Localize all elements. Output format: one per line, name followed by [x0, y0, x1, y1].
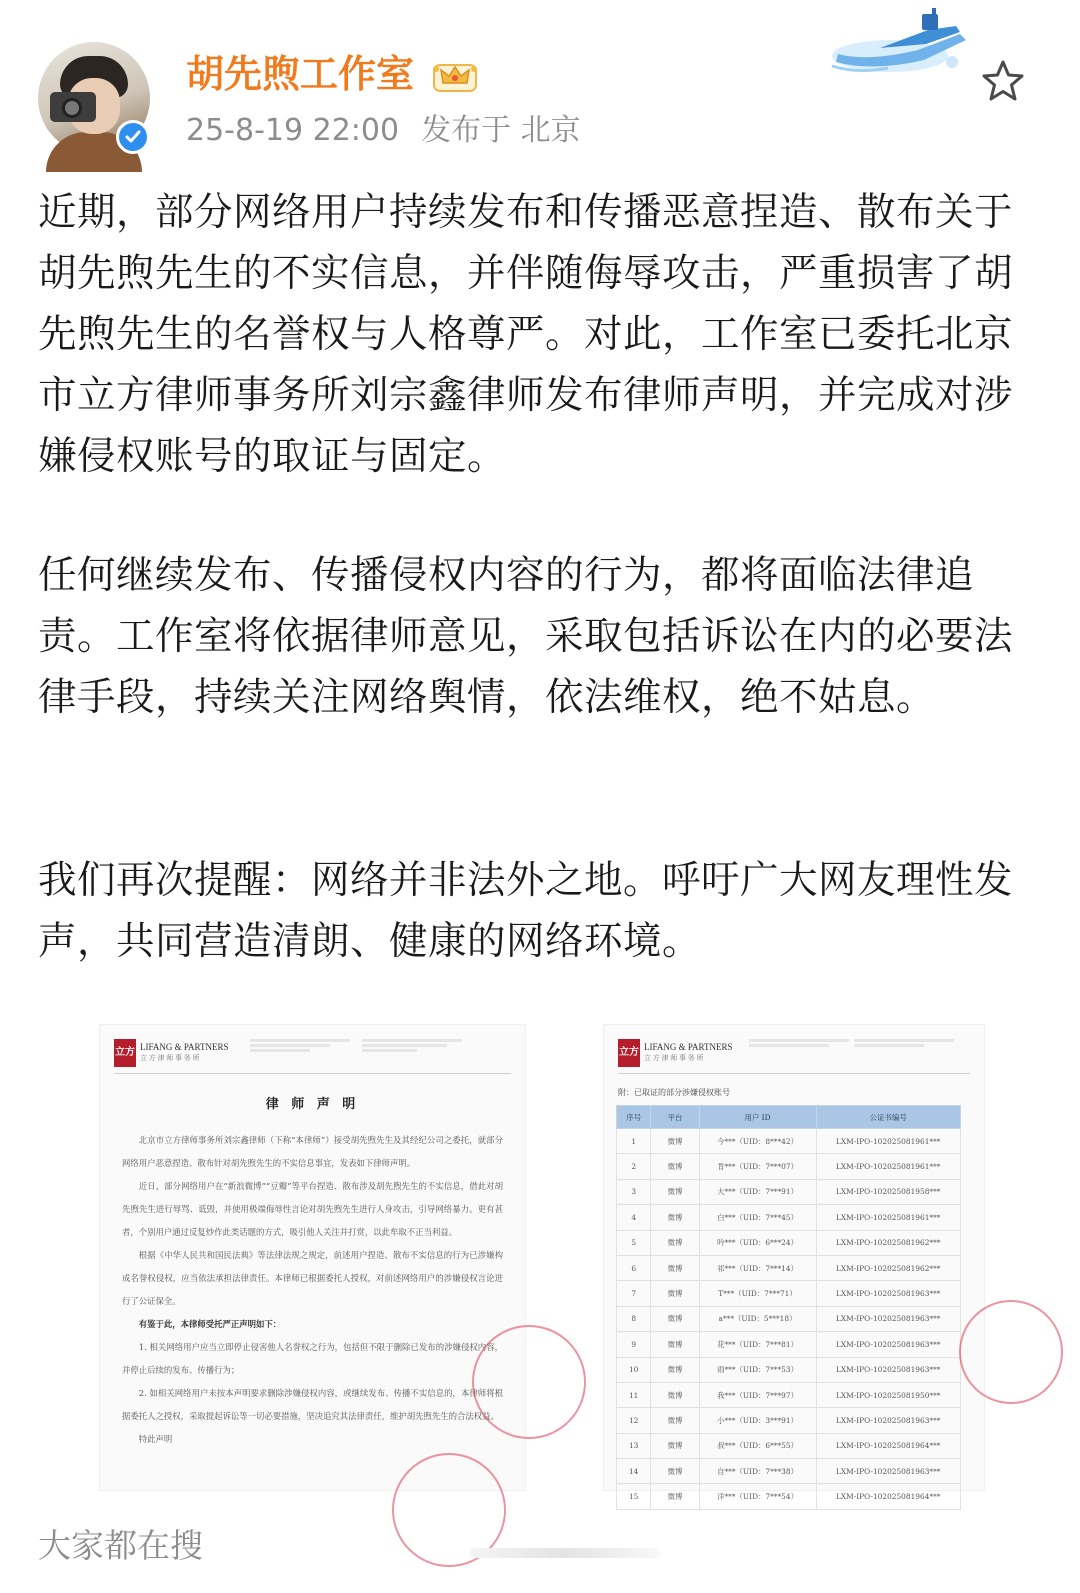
firm-contact-block — [854, 1037, 954, 1049]
table-cell: 8 — [617, 1306, 651, 1331]
firm-name-cn: 立 方 律 师 事 务 所 — [644, 1054, 704, 1062]
statement-body — [122, 1129, 503, 1451]
table-cell: 微博 — [651, 1281, 699, 1306]
table-cell: a***（UID：5***18） — [699, 1306, 816, 1331]
table-cell: LXM-IPO-102025081961*** — [816, 1205, 961, 1230]
post-location: 发布于 北京 — [421, 113, 581, 148]
table-cell: LXM-IPO-102025081958*** — [816, 1179, 961, 1204]
table-cell: 微博 — [651, 1306, 699, 1331]
table-cell: 微博 — [651, 1179, 699, 1204]
table-header-cell: 公证书编号 — [816, 1106, 961, 1129]
table-row — [617, 1484, 961, 1509]
statement-paragraph: 北京市立方律师事务所刘宗鑫律师（下称“本律师”）接受胡先煦先生及其经纪公司之委托，就部分网络用户恶意捏造、散布针对胡先煦先生的不实信息事宜，发表如下律师声明。 — [122, 1135, 503, 1168]
firm-name-en: LIFANG & PARTNERS — [140, 1042, 229, 1052]
table-cell: LXM-IPO-102025081962*** — [816, 1255, 961, 1280]
statement-paragraph: 有鉴于此，本律师受托严正声明如下： — [138, 1319, 282, 1329]
table-row — [617, 1408, 961, 1433]
post-meta — [186, 111, 581, 151]
table-cell: 小***（UID：3***91） — [699, 1408, 816, 1433]
table-cell: LXM-IPO-102025081964*** — [816, 1433, 961, 1458]
table-cell: LXM-IPO-102025081961*** — [816, 1154, 961, 1179]
table-cell: 微博 — [651, 1332, 699, 1357]
statement-paragraph: 2. 如相关网络用户未按本声明要求删除涉嫌侵权内容，或继续发布、传播不实信息的，本律师将根据委托人之授权，采取提起诉讼等一切必要措施，坚决追究其法律责任，维护胡先煦先生的合法权益。 — [122, 1388, 503, 1421]
table-cell: 9 — [617, 1332, 651, 1357]
table-cell: 12 — [617, 1408, 651, 1433]
statement-paragraph: 近日，部分网络用户在“新浪微博”“豆瓣”等平台捏造、散布涉及胡先煦先生的不实信息，借此对胡先煦先生进行辱骂、诋毁，并使用极端侮辱性言论对胡先煦先生进行人身攻击，引导网络暴力。更有甚者，个别用户通过反复炒作此类话题的方式，吸引他人关注并打赏，以此牟取不正当利益。 — [122, 1181, 503, 1237]
table-cell: 3 — [617, 1179, 651, 1204]
statement-paragraph: 1. 相关网络用户应当立即停止侵害他人名誉权之行为，包括但不限于删除已发布的涉嫌侵权内容，并停止后续的发布、传播行为； — [122, 1342, 503, 1375]
table-cell: 微博 — [651, 1129, 699, 1154]
table-cell: 11 — [617, 1382, 651, 1407]
table-cell: 微博 — [651, 1205, 699, 1230]
table-row — [617, 1433, 961, 1458]
table-cell: 13 — [617, 1433, 651, 1458]
table-cell: 5 — [617, 1230, 651, 1255]
post-paragraph: 我们再次提醒：网络并非法外之地。呼吁广大网友理性发声，共同营造清朗、健康的网络环境。 — [38, 858, 1014, 964]
table-header-cell: 用户 ID — [699, 1106, 816, 1129]
author-name[interactable]: 胡先煦工作室 — [186, 52, 415, 96]
firm-name-cn: 立 方 律 师 事 务 所 — [140, 1054, 200, 1062]
table-row — [617, 1255, 961, 1280]
firm-address-block — [749, 1037, 849, 1049]
table-cell: 我***（UID：7***97） — [699, 1382, 816, 1407]
table-cell: 肯***（UID：7***07） — [699, 1154, 816, 1179]
table-cell: LXM-IPO-102025081950*** — [816, 1382, 961, 1407]
firm-logo — [618, 1039, 732, 1067]
table-cell: 洋***（UID：7***54） — [699, 1484, 816, 1509]
letterhead-divider — [618, 1073, 970, 1074]
table-header-cell: 序号 — [617, 1106, 651, 1129]
letterhead-divider — [114, 1073, 511, 1074]
table-cell: 1 — [617, 1129, 651, 1154]
statement-paragraph: 特此声明 — [138, 1434, 173, 1444]
statement-paragraph: 根据《中华人民共和国民法典》等法律法规之规定，前述用户捏造、散布不实信息的行为已涉嫌构成名誉权侵权，应当依法承担法律责任。本律师已根据委托人授权，对前述网络用户的涉嫌侵权言论进行了公证保全。 — [122, 1250, 503, 1306]
statement-title: 律 师 声 明 — [265, 1097, 360, 1112]
table-cell: LXM-IPO-102025081963*** — [816, 1332, 961, 1357]
table-row — [617, 1129, 961, 1154]
firm-seal-stamp — [472, 1325, 586, 1439]
table-cell: LXM-IPO-102025081964*** — [816, 1484, 961, 1509]
firm-name — [644, 1042, 732, 1064]
table-cell: 微博 — [651, 1230, 699, 1255]
favorite-star-icon[interactable] — [980, 58, 1026, 104]
table-caption: 附：已取证的部分涉嫌侵权账号 — [618, 1088, 730, 1097]
accounts-table-body — [617, 1129, 961, 1510]
table-cell: 6 — [617, 1255, 651, 1280]
table-cell: LXM-IPO-102025081963*** — [816, 1306, 961, 1331]
table-row — [617, 1332, 961, 1357]
table-cell: 10 — [617, 1357, 651, 1382]
firm-logo — [114, 1039, 228, 1067]
table-row — [617, 1230, 961, 1255]
table-cell: T***（UID：7***71） — [699, 1281, 816, 1306]
table-header-cell: 平台 — [651, 1106, 699, 1129]
table-cell: 吟***（UID：6***24） — [699, 1230, 816, 1255]
table-cell: 祁***（UID：7***14） — [699, 1255, 816, 1280]
table-cell: 白***（UID：7***45） — [699, 1205, 816, 1230]
table-cell: 微博 — [651, 1433, 699, 1458]
firm-logo-mark: 立方 — [114, 1039, 136, 1067]
firm-name-en: LIFANG & PARTNERS — [644, 1042, 733, 1052]
table-cell: 2 — [617, 1154, 651, 1179]
table-cell: 微博 — [651, 1154, 699, 1179]
table-cell: 自***（UID：7***38） — [699, 1459, 816, 1484]
table-cell: 大***（UID：7***91） — [699, 1179, 816, 1204]
table-row — [617, 1205, 961, 1230]
table-cell: 微博 — [651, 1484, 699, 1509]
table-cell: 叔***（UID：6***55） — [699, 1433, 816, 1458]
trending-search-placeholder-bar — [470, 1548, 660, 1558]
table-cell: 微博 — [651, 1459, 699, 1484]
post-paragraph: 任何继续发布、传播侵权内容的行为，都将面临法律追责。工作室将依据律师意见，采取包括诉讼在内的必要法律手段，持续关注网络舆情，依法维权，绝不姑息。 — [38, 553, 1014, 720]
warship-decoration-icon — [828, 4, 974, 80]
post-paragraph: 近期，部分网络用户持续发布和传播恶意捏造、散布关于胡先煦先生的不实信息，并伴随侮辱攻击，严重损害了胡先煦先生的名誉权与人格尊严。对此，工作室已委托北京市立方律师事务所刘宗鑫律师发布律师声明，并完成对涉嫌侵权账号的取证与固定。 — [38, 190, 1014, 479]
table-cell: 微博 — [651, 1382, 699, 1407]
table-header-row — [617, 1106, 961, 1129]
table-cell: 14 — [617, 1459, 651, 1484]
table-cell: 15 — [617, 1484, 651, 1509]
table-row — [617, 1154, 961, 1179]
table-cell: 微博 — [651, 1357, 699, 1382]
verified-badge-icon — [116, 120, 150, 154]
table-cell: 微博 — [651, 1408, 699, 1433]
table-cell: LXM-IPO-102025081962*** — [816, 1230, 961, 1255]
crown-badge-icon[interactable] — [428, 55, 482, 95]
table-row — [617, 1357, 961, 1382]
table-cell: 微博 — [651, 1255, 699, 1280]
table-cell: 7 — [617, 1281, 651, 1306]
table-row — [617, 1179, 961, 1204]
firm-logo-mark: 立方 — [618, 1039, 640, 1067]
firm-contact-block — [362, 1037, 462, 1054]
table-row — [617, 1306, 961, 1331]
firm-address-block — [250, 1037, 350, 1054]
table-cell: 今***（UID：8***42） — [699, 1129, 816, 1154]
table-cell: LXM-IPO-102025081963*** — [816, 1459, 961, 1484]
post-timestamp: 25-8-19 22:00 — [186, 113, 400, 148]
firm-seal-stamp — [959, 1300, 1063, 1404]
avatar-camera-lens — [62, 98, 82, 118]
table-cell: LXM-IPO-102025081963*** — [816, 1281, 961, 1306]
table-row — [617, 1281, 961, 1306]
firm-name — [140, 1042, 228, 1064]
accounts-table — [616, 1105, 961, 1510]
trending-search-label[interactable]: 大家都在搜 — [38, 1526, 203, 1565]
table-row — [617, 1459, 961, 1484]
table-cell: 花***（UID：7***81） — [699, 1332, 816, 1357]
table-cell: 雨***（UID：7***53） — [699, 1357, 816, 1382]
table-cell: LXM-IPO-102025081963*** — [816, 1357, 961, 1382]
table-cell: LXM-IPO-102025081963*** — [816, 1408, 961, 1433]
lawyer-statement-image[interactable] — [100, 1025, 525, 1490]
table-row — [617, 1382, 961, 1407]
table-cell: LXM-IPO-102025081961*** — [816, 1129, 961, 1154]
infringing-accounts-image[interactable] — [604, 1025, 984, 1502]
table-cell: 4 — [617, 1205, 651, 1230]
